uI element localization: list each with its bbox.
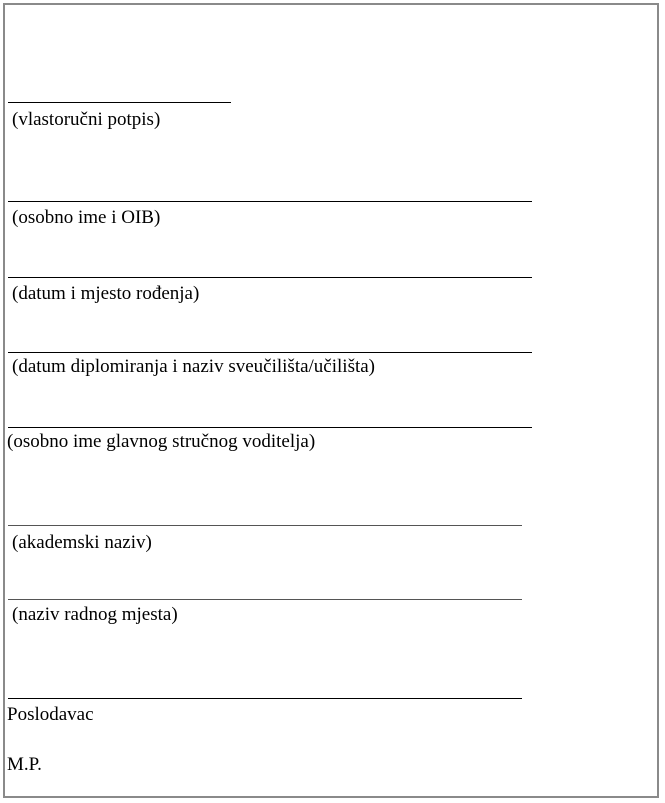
employer-label: Poslodavac: [7, 704, 94, 725]
graduation-line: [8, 352, 532, 353]
stamp-label: M.P.: [7, 754, 42, 775]
employer-line: [8, 698, 522, 699]
birth-line: [8, 277, 532, 278]
academic-title-label: (akademski naziv): [12, 532, 152, 553]
signature-label: (vlastoručni potpis): [12, 109, 161, 130]
job-title-line: [8, 599, 522, 600]
chief-line: [8, 427, 532, 428]
graduation-label: (datum diplomiranja i naziv sveučilišta/učilišta): [12, 356, 376, 377]
name-oib-label: (osobno ime i OIB): [12, 207, 161, 228]
job-title-label: (naziv radnog mjesta): [12, 604, 178, 625]
academic-title-line: [8, 525, 522, 526]
signature-line: [8, 102, 231, 103]
name-oib-line: [8, 201, 532, 202]
birth-label: (datum i mjesto rođenja): [12, 283, 200, 304]
chief-label: (osobno ime glavnog stručnog voditelja): [7, 431, 316, 452]
